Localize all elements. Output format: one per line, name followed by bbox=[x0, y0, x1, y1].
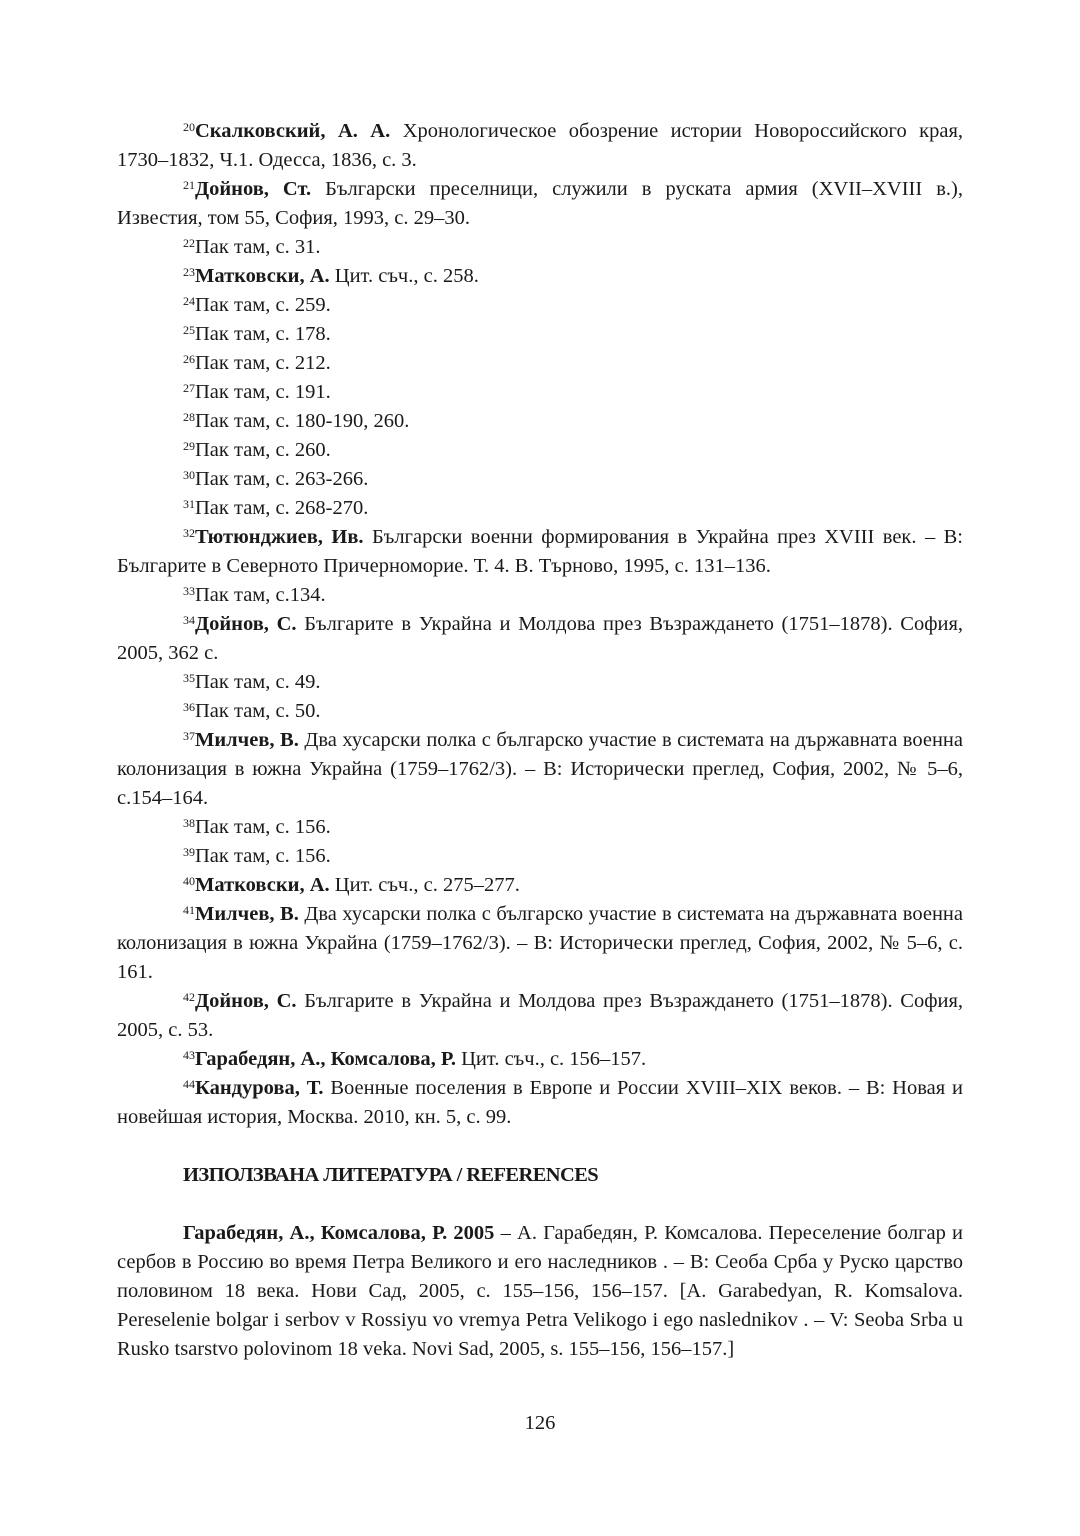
footnote bbox=[117, 900, 963, 987]
footnote-text: Два хусарски полка с българско участие в системата на държавната военна колонизация в южна Украйна (1759–1762/3). – В: Исторически преглед, София, 2002, № 5–6, с. 161. bbox=[117, 903, 963, 983]
footnote-text: Пак там, с. 263-266. bbox=[195, 468, 369, 490]
footnote-number: 29 bbox=[183, 439, 195, 453]
footnote-number: 41 bbox=[183, 903, 195, 917]
footnote-author: Дойнов, С. bbox=[195, 990, 297, 1012]
footnote-text: Пак там, с. 212. bbox=[195, 352, 331, 374]
reference-entry bbox=[117, 1219, 963, 1364]
footnote-text: Цит. съч., с. 275–277. bbox=[329, 874, 520, 896]
footnote-text: Цит. съч., с. 156–157. bbox=[456, 1048, 647, 1070]
footnote-author: Матковски, А. bbox=[195, 265, 330, 287]
reference-text: – А. Гарабедян, Р. Комсалова. Переселение болгар и сербов в Россию во время Петра Великого и его наследников . – В: Сеоба Срба у Руско царство половином 18 века. Нови Сад, 2005, с. 155–156, 156–157. [A. Garabedyan, R. Komsalova. Pereselenie bolgar i serbov v Rossiyu vo vremya Petra Velikogo i ego naslednikov . – V: Seoba Srba u Rusko tsarstvo polovinom 18 veka. Novi Sad, 2005, s. 155–156, 156–157.] bbox=[117, 1222, 963, 1360]
footnote-number: 42 bbox=[183, 990, 195, 1004]
footnote bbox=[117, 726, 963, 813]
footnote bbox=[117, 581, 963, 610]
footnote-author: Матковски, А. bbox=[195, 874, 330, 896]
footnote bbox=[117, 842, 963, 871]
footnote-text: Пак там, с. 268-270. bbox=[195, 497, 369, 519]
footnote bbox=[117, 291, 963, 320]
footnote-text: Пак там, с. 50. bbox=[195, 700, 321, 722]
footnote-text: Пак там, с. 260. bbox=[195, 439, 331, 461]
reference-author: Гарабедян, А., Комсалова, Р. 2005 bbox=[183, 1222, 495, 1244]
footnote bbox=[117, 465, 963, 494]
footnote-text: Пак там, с.134. bbox=[195, 584, 326, 606]
footnote-number: 22 bbox=[183, 236, 195, 250]
footnote bbox=[117, 320, 963, 349]
footnote-number: 26 bbox=[183, 352, 195, 366]
footnote-author: Дойнов, С. bbox=[195, 613, 297, 635]
footnote-number: 23 bbox=[183, 265, 195, 279]
footnote-author: Дойнов, Ст. bbox=[195, 178, 312, 200]
footnote-text: Пак там, с. 178. bbox=[195, 323, 331, 345]
footnote bbox=[117, 378, 963, 407]
footnote-number: 34 bbox=[183, 613, 195, 627]
footnote-text: Хронологическое обозрение истории Новороссийского края, 1730–1832, Ч.1. Одесса, 1836, с. 3. bbox=[117, 120, 963, 171]
footnote-text: Пак там, с. 156. bbox=[195, 816, 331, 838]
footnote bbox=[117, 871, 963, 900]
footnote bbox=[117, 436, 963, 465]
footnote-number: 36 bbox=[183, 700, 195, 714]
footnotes-list bbox=[117, 117, 963, 1132]
footnote bbox=[117, 987, 963, 1045]
footnote-author: Кандурова, Т. bbox=[195, 1077, 324, 1099]
footnote-text: Пак там, с. 156. bbox=[195, 845, 331, 867]
page-content bbox=[117, 117, 963, 1364]
footnote-author: Скалковский, А. А. bbox=[195, 120, 391, 142]
footnote bbox=[117, 1045, 963, 1074]
footnote-number: 30 bbox=[183, 468, 195, 482]
footnote bbox=[117, 349, 963, 378]
footnote-text: Българите в Украйна и Молдова през Възраждането (1751–1878). София, 2005, 362 с. bbox=[117, 613, 964, 664]
footnote-number: 40 bbox=[183, 874, 195, 888]
footnote-text: Пак там, с. 49. bbox=[195, 671, 321, 693]
footnote-author: Тютюнджиев, Ив. bbox=[195, 526, 364, 548]
footnote bbox=[117, 494, 963, 523]
footnote-number: 32 bbox=[183, 526, 195, 540]
footnote-text: Два хусарски полка с българско участие в системата на държавната военна колонизация в южна Украйна (1759–1762/3). – В: Исторически преглед, София, 2002, № 5–6, с.154–164. bbox=[117, 729, 963, 809]
footnote-text: Българите в Украйна и Молдова през Възраждането (1751–1878). София, 2005, с. 53. bbox=[117, 990, 964, 1041]
footnote-number: 39 bbox=[183, 845, 195, 859]
footnote-number: 44 bbox=[183, 1077, 195, 1091]
footnote bbox=[117, 813, 963, 842]
footnote bbox=[117, 407, 963, 436]
footnote-number: 24 bbox=[183, 294, 195, 308]
footnote-text: Български военни формирования в Украйна през XVIII век. – В: Българите в Северното Причерноморие. Т. 4. В. Търново, 1995, с. 131–136. bbox=[117, 526, 963, 577]
footnote-number: 27 bbox=[183, 381, 195, 395]
footnote-text: Цит. съч., с. 258. bbox=[329, 265, 479, 287]
footnote-number: 37 bbox=[183, 729, 195, 743]
footnote bbox=[117, 1074, 963, 1132]
footnote bbox=[117, 523, 963, 581]
references-heading: ИЗПОЛЗВАНА ЛИТЕРАТУРА / REFERENCES bbox=[183, 1164, 599, 1186]
footnote-author: Милчев, В. bbox=[195, 729, 299, 751]
footnote bbox=[117, 233, 963, 262]
footnote-text: Пак там, с. 180-190, 260. bbox=[195, 410, 410, 432]
footnote bbox=[117, 668, 963, 697]
footnote-text: Военные поселения в Европе и России XVIII–XIX веков. – В: Новая и новейшая история, Москва. 2010, кн. 5, с. 99. bbox=[117, 1077, 964, 1128]
footnote-number: 38 bbox=[183, 816, 195, 830]
footnote-number: 31 bbox=[183, 497, 195, 511]
footnote-text: Български преселници, служили в руската армия (XVII–XVIII в.), Известия, том 55, София, 1993, с. 29–30. bbox=[117, 178, 963, 229]
footnote bbox=[117, 175, 963, 233]
footnote-text: Пак там, с. 191. bbox=[195, 381, 331, 403]
page-number: 126 bbox=[524, 1412, 556, 1434]
footnote bbox=[117, 610, 963, 668]
footnote-text: Пак там, с. 259. bbox=[195, 294, 331, 316]
footnote-number: 33 bbox=[183, 584, 195, 598]
footnote-number: 21 bbox=[183, 178, 195, 192]
footnote bbox=[117, 697, 963, 726]
footnote bbox=[117, 262, 963, 291]
footnote bbox=[117, 117, 963, 175]
footnote-author: Милчев, В. bbox=[195, 903, 299, 925]
footnote-number: 35 bbox=[183, 671, 195, 685]
footnote-number: 28 bbox=[183, 410, 195, 424]
footnote-author: Гарабедян, А., Комсалова, Р. bbox=[195, 1048, 456, 1070]
footnote-text: Пак там, с. 31. bbox=[195, 236, 321, 258]
footnote-number: 43 bbox=[183, 1048, 195, 1062]
footnote-number: 25 bbox=[183, 323, 195, 337]
footnote-number: 20 bbox=[183, 120, 195, 134]
